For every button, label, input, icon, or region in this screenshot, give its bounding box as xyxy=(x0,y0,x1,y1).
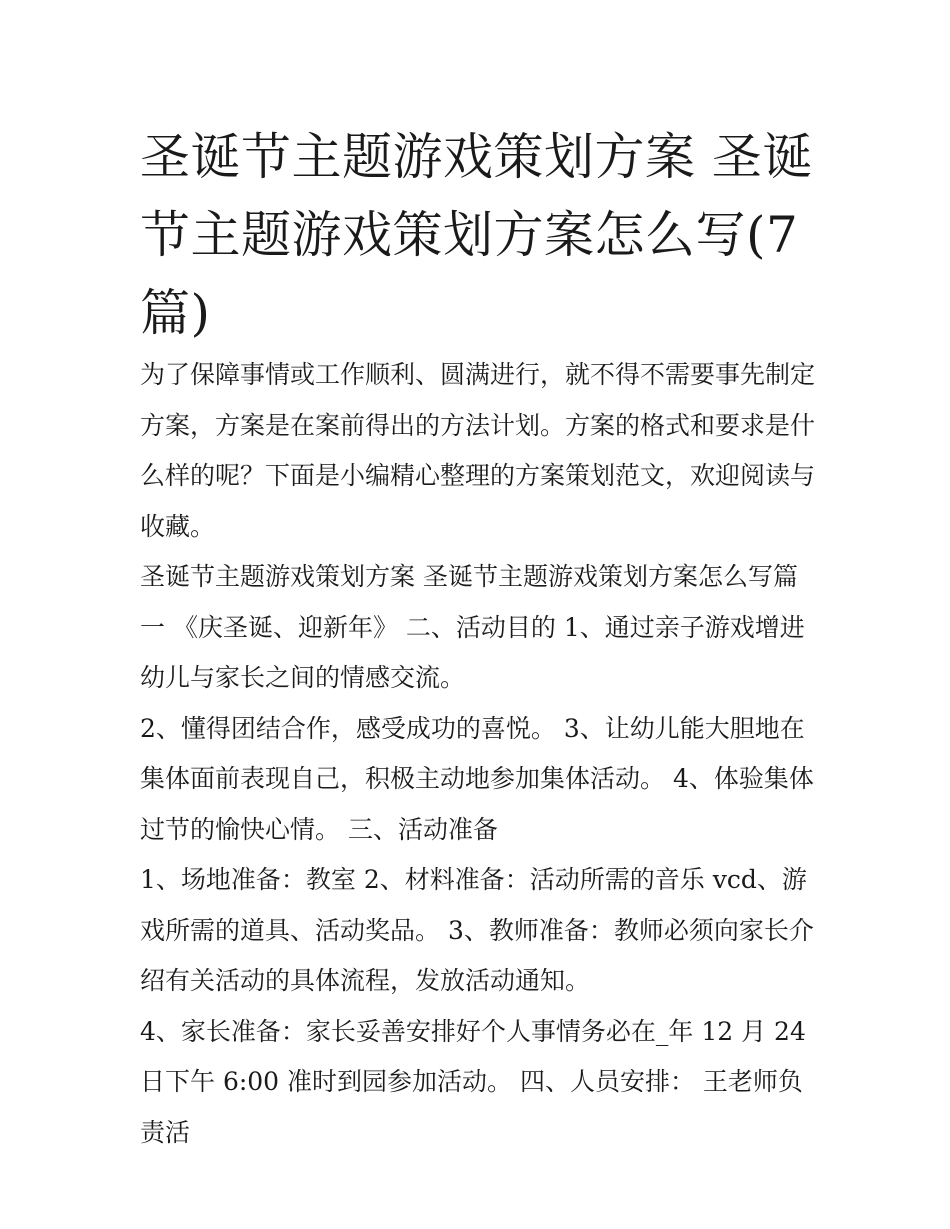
document-body xyxy=(140,350,815,1158)
paragraph-parents: 4、家长准备：家长妥善安排好个人事情务必在_年 12 月 24 日下午 6:00 准时到园参加活动。 四、人员安排： 王老师负责活 xyxy=(140,1016,806,1147)
paragraph-activity-name: 圣诞节主题游戏策划方案 圣诞节主题游戏策划方案怎么写篇一 《庆圣诞、迎新年》 二、活动目的 1、通过亲子游戏增进幼儿与家长之间的情感交流。 xyxy=(140,562,805,692)
paragraph-intro: 为了保障事情或工作顺利、圆满进行，就不得不需要事先制定方案，方案是在案前得出的方法计划。方案的格式和要求是什么样的呢？下面是小编精心整理的方案策划范文，欢迎阅读与收藏。 xyxy=(140,360,816,541)
document-title: 圣诞节主题游戏策划方案 圣诞节主题游戏策划方案怎么写(7篇) xyxy=(140,128,813,342)
paragraph-goals: 2、懂得团结合作，感受成功的喜悦。 3、让幼儿能大胆地在集体面前表现自己，积极主动地参加集体活动。 4、体验集体过节的愉快心情。 三、活动准备 xyxy=(140,713,814,844)
paragraph-preparation: 1、场地准备：教室 2、材料准备：活动所需的音乐 vcd、游戏所需的道具、活动奖品。 3、教师准备：教师必须向家长介绍有关活动的具体流程，发放活动通知。 xyxy=(140,865,814,995)
